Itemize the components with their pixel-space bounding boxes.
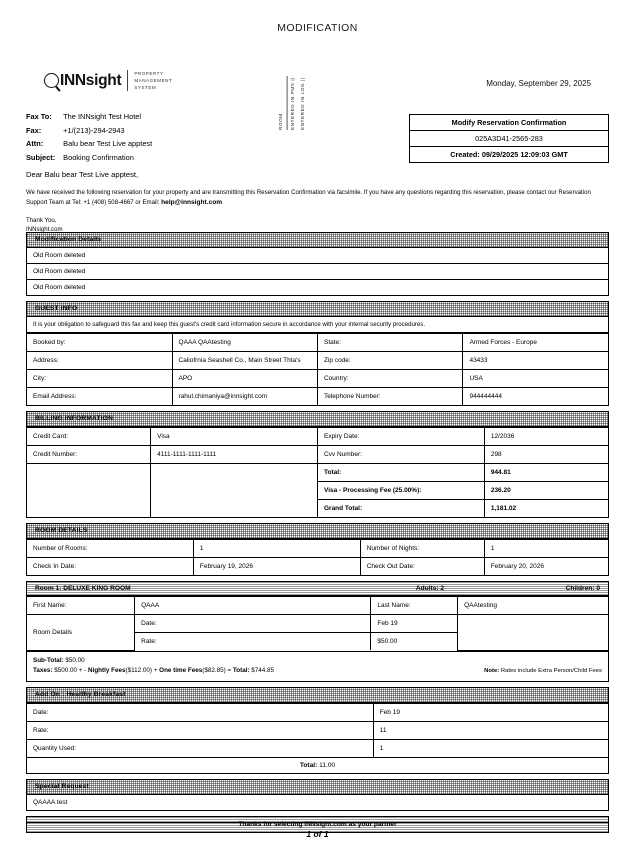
- fax-to-label: Fax To:: [26, 112, 52, 121]
- first-name-label: First Name:: [27, 597, 135, 615]
- total-value: 944.81: [484, 464, 608, 482]
- page-footer: [26, 822, 609, 839]
- table-row: [27, 352, 608, 370]
- country-label: Country:: [317, 370, 462, 388]
- telephone-label: Telephone Number:: [317, 388, 462, 406]
- table-row: [27, 597, 608, 615]
- subtotal-value: $50.00: [65, 656, 85, 664]
- address-value: Caliofrnia Seashell Co., Main Street Thta's: [172, 352, 317, 370]
- room-1-totals: [27, 651, 608, 681]
- table-row: [27, 370, 608, 388]
- booked-by-value: QAAA QAAtesting: [172, 334, 317, 352]
- logo-text-sight: sight: [85, 71, 122, 89]
- greeting: Dear Balu bear Test Live apptest,: [26, 170, 139, 179]
- add-on-table: [27, 703, 608, 757]
- addon-total-row: [27, 757, 608, 773]
- table-row: [27, 739, 608, 757]
- table-row: [27, 482, 608, 500]
- attn-row: [26, 137, 152, 151]
- addon-quantity-value: 1: [373, 739, 608, 757]
- credit-card-label: Credit Card:: [27, 428, 151, 446]
- nightly-fees-value: ($112.00): [125, 666, 152, 674]
- addon-rate-label: Rate:: [27, 721, 373, 739]
- taxes-total-value: $744.85: [251, 666, 275, 674]
- nightly-fees-label: Nightly Fees: [88, 666, 126, 674]
- table-row: [27, 615, 608, 633]
- special-request-text: QAAAA test: [33, 798, 68, 806]
- expiry-date-label: Expiry Date:: [317, 428, 484, 446]
- table-row: [27, 721, 608, 739]
- taxes-total-label: Total:: [232, 666, 250, 674]
- support-email-link[interactable]: help@innsight.com: [161, 198, 223, 206]
- page-number: 1 of 1: [306, 829, 329, 839]
- confirmation-title: Modify Reservation Confirmation: [410, 115, 608, 131]
- taxes-base: $500.00 + -: [54, 666, 87, 674]
- magnifying-glass-icon: [44, 73, 59, 88]
- last-name-value: QAAtesting: [458, 597, 608, 615]
- document-sections: [18, 232, 617, 838]
- logo-wordmark: [44, 72, 121, 90]
- taxes-label: Taxes:: [33, 666, 53, 674]
- subject-label: Subject:: [26, 152, 56, 162]
- city-label: City:: [27, 370, 172, 388]
- room-1-header: [27, 582, 608, 596]
- rates-note: [484, 666, 602, 676]
- table-row: [27, 703, 608, 721]
- billing-information-header: BILLING INFORMATION: [27, 412, 608, 427]
- rates-note-label: Note:: [484, 667, 500, 674]
- modification-row: Old Room deleted: [27, 248, 608, 264]
- expiry-date-value: 12/2036: [484, 428, 608, 446]
- telephone-value: 944444444: [463, 388, 608, 406]
- billing-table: [27, 427, 608, 517]
- logo-subtitle-line-3: SYSTEM: [134, 85, 157, 91]
- fax-to-row: [26, 110, 152, 124]
- room-rate-label: Rate:: [135, 633, 371, 651]
- confirmation-created: Created: 09/29/2025 12:09:03 GMT: [450, 150, 568, 159]
- table-row: [27, 446, 608, 464]
- credit-card-value: Visa: [151, 428, 318, 446]
- fax-label: Fax:: [26, 125, 42, 135]
- addon-total-label: Total:: [299, 761, 318, 769]
- page-title: MODIFICATION: [277, 22, 358, 34]
- email-label: Email Address:: [27, 388, 172, 406]
- state-label: State:: [317, 334, 462, 352]
- room-1-title: Room 1: DELUXE KING ROOM: [35, 585, 131, 592]
- room-details-table: [27, 539, 608, 575]
- subject-value: Booking Confirmation: [63, 152, 134, 162]
- check-in-date-value: February 19, 2026: [193, 558, 360, 576]
- plus-operator: +: [153, 666, 158, 674]
- stamp-entered-in-log-label: ENTERED IN LOG ||: [300, 77, 306, 130]
- guest-info-table: [27, 333, 608, 405]
- modification-details-header: Modification Details: [27, 233, 608, 248]
- addon-rate-value: 11: [373, 721, 608, 739]
- room-details-cell-label: Room Details: [27, 615, 135, 651]
- thanks-banner: Thanks for selecting INNsight.com as your partner: [26, 816, 609, 833]
- addon-date-label: Date:: [27, 703, 373, 721]
- subject-row: [26, 151, 152, 165]
- subtotal-label: Sub-Total:: [33, 656, 64, 664]
- email-value: rahul.chimaniya@innsight.com: [172, 388, 317, 406]
- processing-fee-label: Visa - Processing Fee (25.00%):: [317, 482, 484, 500]
- attn-value: Balu bear Test Live apptest: [63, 139, 153, 148]
- processing-fee-value: 236.20: [484, 482, 608, 500]
- equals-operator: =: [227, 666, 232, 674]
- room-1-guest-table: [27, 596, 608, 651]
- signoff-line-2: INNsight.com: [26, 226, 63, 233]
- signoff-line-1: Thank You,: [26, 217, 57, 224]
- special-request-header: Special Request: [27, 780, 608, 795]
- grand-total-label: Grand Total:: [317, 500, 484, 518]
- section-add-on: [26, 687, 609, 774]
- credit-number-value: 4111-1111-1111-1111: [151, 446, 318, 464]
- guest-info-notice: It is your obligation to safeguard this fax and keep this guest's credit card information secure in accordance with your internal security procedures.: [27, 317, 608, 333]
- state-value: Armed Forces - Europe: [463, 334, 608, 352]
- confirmation-box: [409, 114, 609, 163]
- modification-row: Old Room deleted: [27, 264, 608, 280]
- check-out-date-label: Check Out Date:: [360, 558, 484, 576]
- room-1-adults: Adults: 2: [415, 585, 445, 592]
- routing-stamp-box: [276, 76, 309, 130]
- fax-recipient-block: [26, 110, 152, 164]
- addon-quantity-label: Quantity Used:: [27, 739, 373, 757]
- table-row: [27, 558, 608, 576]
- first-name-value: QAAA: [135, 597, 371, 615]
- fax-number-row: [26, 124, 152, 138]
- check-in-date-label: Check In Date:: [27, 558, 193, 576]
- onetime-fees-value: ($82.85): [202, 666, 226, 674]
- country-value: USA: [463, 370, 608, 388]
- room-1-children: Children: 0: [565, 585, 600, 592]
- intro-paragraph-text: We have received the following reservation for your property and are transmitting this Reservation Confirmation via facsimile. If you have any questions regarding this reservation, please contact our Reservation Support Team at Tel: +1 (408) 508-4667 or Email:: [26, 189, 591, 206]
- innsight-logo: [44, 70, 172, 91]
- cvv-label: Cvv Number:: [317, 446, 484, 464]
- total-label: Total:: [317, 464, 484, 482]
- last-name-label: Last Name:: [371, 597, 458, 615]
- cvv-value: 298: [484, 446, 608, 464]
- section-room-details: [26, 523, 609, 576]
- guest-info-header: GUEST INFO: [27, 302, 608, 317]
- table-row: [27, 388, 608, 406]
- addon-total-value: 11.00: [319, 761, 336, 769]
- address-label: Address:: [27, 352, 172, 370]
- subtotal-line: [33, 656, 602, 666]
- confirmation-number: 025A3D41-2565-283: [410, 131, 608, 147]
- room-rate-date-value: Feb 19: [371, 615, 458, 633]
- check-out-date-value: February 20, 2026: [484, 558, 608, 576]
- number-of-rooms-label: Number of Rooms:: [27, 540, 193, 558]
- grand-total-value: 1,181.02: [484, 500, 608, 518]
- logo-subtitle-line-2: MANAGEMENT: [134, 78, 173, 84]
- booked-by-label: Booked by:: [27, 334, 172, 352]
- stamp-entered-in-pms-label: ENTERED IN PMS ||: [289, 77, 295, 130]
- section-room-1: [26, 581, 609, 682]
- table-row: [27, 464, 608, 482]
- section-billing-information: [26, 411, 609, 518]
- stamp-room-label: ROOM: [276, 76, 288, 130]
- fax-to-value: The INNsight Test Hotel: [63, 112, 142, 121]
- table-row: [27, 428, 608, 446]
- onetime-fees-label: One time Fees: [159, 666, 203, 674]
- logo-text-inn: INN: [60, 71, 86, 89]
- city-value: APO: [172, 370, 317, 388]
- addon-date-value: Feb 19: [373, 703, 608, 721]
- logo-subtitle: [127, 70, 172, 91]
- table-row: [27, 540, 608, 558]
- zip-value: 43433: [463, 352, 608, 370]
- add-on-header: Add On : Healthy Breakfast: [27, 688, 608, 703]
- rates-note-text: Rates include Extra Person/Child Fees: [500, 667, 602, 674]
- intro-block: [26, 170, 592, 234]
- number-of-nights-label: Number of Nights:: [360, 540, 484, 558]
- number-of-rooms-value: 1: [193, 540, 360, 558]
- room-rate-date-label: Date:: [135, 615, 371, 633]
- zip-label: Zip code:: [317, 352, 462, 370]
- section-guest-info: [26, 301, 609, 406]
- table-row: [27, 500, 608, 518]
- attn-label: Attn:: [26, 139, 44, 148]
- number-of-nights-value: 1: [484, 540, 608, 558]
- section-modification-details: [26, 232, 609, 296]
- intro-paragraph: [26, 188, 592, 207]
- room-details-header: ROOM DETAILS: [27, 524, 608, 539]
- credit-number-label: Credit Number:: [27, 446, 151, 464]
- fax-value: +1/(213)-294-2943: [63, 125, 125, 135]
- modification-row: Old Room deleted: [33, 284, 86, 291]
- document-date: Monday, September 29, 2025: [486, 79, 591, 88]
- section-special-request: [26, 779, 609, 811]
- table-row: [27, 334, 608, 352]
- room-rate-value: $50.00: [371, 633, 458, 651]
- logo-subtitle-line-1: PROPERTY: [134, 71, 164, 76]
